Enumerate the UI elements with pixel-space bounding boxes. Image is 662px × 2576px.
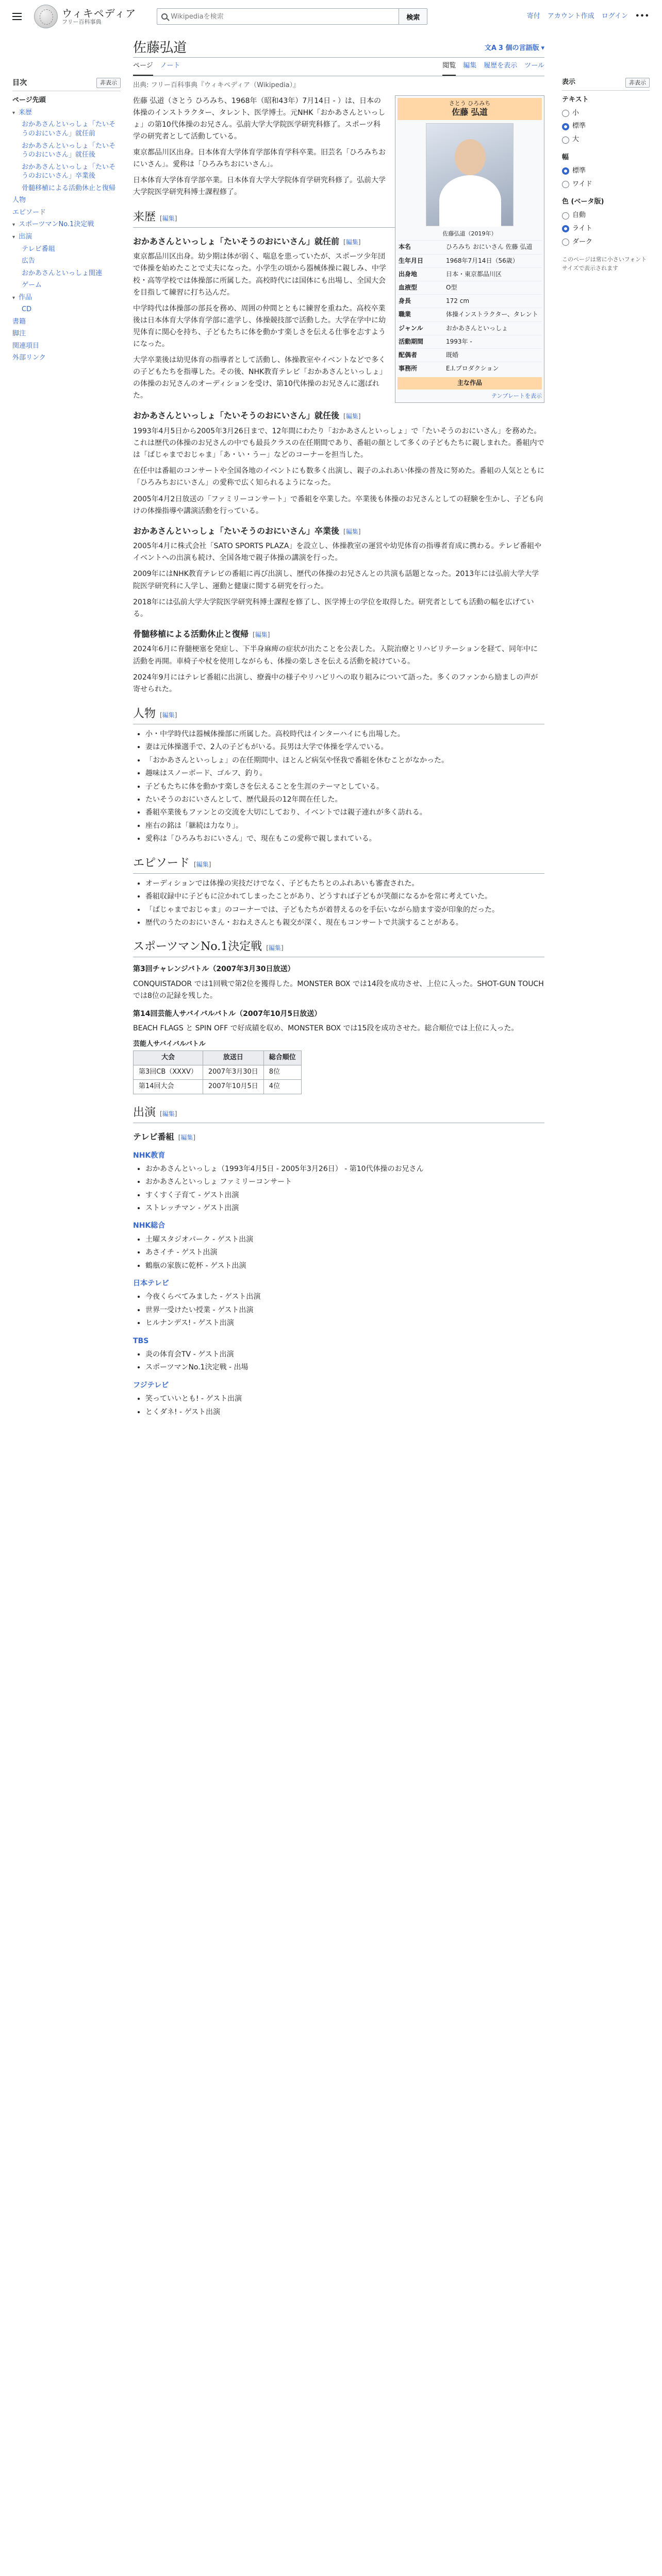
table-row bbox=[134, 1065, 302, 1080]
color-light[interactable]: ライト bbox=[562, 224, 650, 234]
subsection-illness: 骨髄移植による活動休止と復帰 [編集] bbox=[133, 629, 270, 639]
list-item: • 番組収録中に子どもに泣かれてしまったことがあり、どうすれば子どもが笑顔になるかを常に考えていた。 bbox=[145, 891, 544, 902]
list-item: • 座右の銘は「継続は力なり」。 bbox=[145, 820, 544, 832]
edit-link[interactable]: 編集 bbox=[196, 860, 209, 868]
tv-list bbox=[145, 1163, 544, 1214]
table-cell: 8位 bbox=[263, 1065, 301, 1080]
width-group bbox=[562, 152, 650, 190]
edit-link[interactable]: 編集 bbox=[162, 1110, 175, 1117]
toc-item[interactable]: ▾ スポーツマンNo.1決定戦 bbox=[12, 221, 94, 229]
toc-item[interactable]: エピソード bbox=[12, 208, 46, 216]
list-item: • 歴代のうたのおにいさん・おねえさんとも親交が深く、現在もコンサートで共演することがある。 bbox=[145, 917, 544, 928]
paragraph: 東京都品川区出身。幼少期は体が弱く、喘息を患っていたが、スポーツ少年団で体操を始めたことで丈夫になった。小学生の頃から器械体操に親しみ、中学校・高等学校では体操部に所属した。高校時代には国体にも出場し、全国大会を目指して練習に打ち込んだ。 bbox=[133, 252, 386, 297]
infobox-row: 本名 ひろみち おにいさん 佐藤 弘道 bbox=[398, 240, 542, 253]
toc-header bbox=[12, 77, 121, 91]
edit-link[interactable]: 編集 bbox=[345, 528, 358, 535]
table-cell: 第14回大会 bbox=[134, 1079, 203, 1094]
intro-paragraph: 佐藤 弘道（さとう ひろみち、1968年（昭和43年）7月14日 - ）は、日本の体操のインストラクター、タレント、医学博士。元NHK「おかあさんといっしょ」の第10代体操のお兄さん。弘前大学大学院医学研究科修了。スポーツ科学の研究者として活動している。 bbox=[133, 96, 386, 141]
toc-item[interactable]: 書籍 bbox=[12, 317, 26, 326]
text-size-large[interactable]: 大 bbox=[562, 134, 650, 145]
infobox-section-works: 主な作品 bbox=[398, 377, 542, 389]
list-item: • おかあさんといっしょ ファミリーコンサート bbox=[145, 1176, 544, 1188]
wikipedia-globe-logo[interactable] bbox=[34, 5, 58, 28]
subsection-during: おかあさんといっしょ「たいそうのおにいさん」就任後 [編集] bbox=[133, 411, 361, 421]
table-of-contents bbox=[12, 77, 121, 364]
appearance-note: このページは常に小さいフォントサイズで表示されます bbox=[562, 256, 647, 272]
paragraph: BEACH FLAGS と SPIN OFF で好成績を収め、MONSTER BOX では15段を成功させた。総合順位では上位に入った。 bbox=[133, 1024, 519, 1033]
color-dark[interactable]: ダーク bbox=[562, 237, 650, 248]
list-item: • 世界一受けたい授業 - ゲスト出演 bbox=[145, 1304, 544, 1316]
title-row bbox=[133, 33, 544, 58]
logo-tagline: フリー百科事典 bbox=[62, 18, 102, 25]
table-header-cell: 大会 bbox=[134, 1051, 203, 1065]
toc-item[interactable]: おかあさんといっしょ「たいそうのおにいさん」就任後 bbox=[22, 142, 116, 159]
tv-list bbox=[145, 1393, 544, 1418]
source-line: 出典: フリー百科事典『ウィキペディア（Wikipedia）』 bbox=[133, 81, 300, 89]
subsection-sports-1: 第3回チャレンジバトル（2007年3月30日放送） bbox=[133, 965, 295, 974]
list-item: • 趣味はスノーボード、ゴルフ、釣り。 bbox=[145, 768, 544, 779]
tv-list bbox=[145, 1349, 544, 1374]
channel-ntv: 日本テレビ bbox=[133, 1279, 169, 1288]
section-sports: スポーツマンNo.1決定戦 [編集] bbox=[133, 938, 544, 957]
search-input[interactable] bbox=[171, 13, 394, 21]
chevron-down-icon: ▾ bbox=[541, 44, 544, 53]
toc-item[interactable]: ▾ 出演 bbox=[12, 232, 32, 241]
appearance-panel bbox=[562, 77, 650, 273]
toc-item[interactable]: 脚注 bbox=[12, 330, 26, 338]
list-item: • ストレッチマン - ゲスト出演 bbox=[145, 1202, 544, 1214]
list-item: • ヒルナンデス! - ゲスト出演 bbox=[145, 1317, 544, 1329]
section-career: 来歴 [編集] bbox=[133, 208, 544, 228]
list-item: • とくダネ! - ゲスト出演 bbox=[145, 1406, 544, 1418]
language-count: 3 個の言語版 bbox=[498, 44, 539, 53]
paragraph: 中学時代は体操部の部長を務め、周囲の仲間とともに練習を重ねた。高校卒業後は日本体育大学体育学部に進学し、体操競技部で活動した。大学在学中に幼児体育に関心を持ち、子どもたちに体を動かす楽しさを伝える仕事を志すようになった。 bbox=[133, 304, 386, 348]
portrait-photo[interactable] bbox=[426, 123, 514, 226]
appearance-header bbox=[562, 77, 650, 91]
list-item: • 「ぱじゃまでおじゃま」のコーナーでは、子どもたちが着替えるのを手伝いながら励ます姿が印象的だった。 bbox=[145, 904, 544, 916]
intro-paragraph-3: 日本体育大学体育学部卒業。日本体育大学大学院体育学研究科修了。弘前大学大学院医学研究科博士課程修了。 bbox=[133, 176, 386, 197]
wikipedia-wordmark[interactable] bbox=[62, 8, 136, 25]
width-standard[interactable]: 標準 bbox=[562, 166, 650, 177]
list-item: • 小・中学時代は器械体操部に所属した。高校時代はインターハイにも出場した。 bbox=[145, 728, 544, 740]
table-cell: 2007年10月5日 bbox=[203, 1079, 263, 1094]
search-button[interactable]: 検索 bbox=[399, 8, 427, 25]
section-person: 人物 [編集] bbox=[133, 705, 544, 724]
person-list bbox=[145, 728, 544, 845]
color-label: 色 (ベータ版) bbox=[562, 198, 604, 206]
infobox-row: 生年月日 1968年7月14日（56歳） bbox=[398, 254, 542, 267]
toc-item[interactable]: ゲーム bbox=[22, 281, 42, 290]
color-group bbox=[562, 197, 650, 247]
channel-fuji: フジテレビ bbox=[133, 1381, 169, 1389]
list-item: • おかあさんといっしょ（1993年4月5日 - 2005年3月26日） - 第10代体操のお兄さん bbox=[145, 1163, 544, 1175]
table-cell: 4位 bbox=[263, 1079, 301, 1094]
toc-title: 目次 bbox=[12, 79, 27, 87]
search-field[interactable] bbox=[157, 8, 399, 25]
tab-talk[interactable]: ノート bbox=[160, 62, 180, 70]
tab-page[interactable]: ページ bbox=[133, 58, 153, 76]
paragraph: 2005年4月に株式会社「SATO SPORTS PLAZA」を設立し、体操教室の運営や幼児体育の指導者育成に携わる。テレビ番組やイベントへの出演も続け、全国各地で親子体操の講演を行った。 bbox=[133, 542, 542, 563]
search-form bbox=[157, 8, 427, 25]
paragraph: 在任中は番組のコンサートや全国各地のイベントにも数多く出演し、親子のふれあい体操の普及に努めた。番組の人気とともに「ひろみちおにいさん」の愛称で広く知られるようになった。 bbox=[133, 467, 544, 487]
language-button[interactable] bbox=[485, 43, 544, 54]
chevron-down-icon[interactable]: ▾ bbox=[12, 234, 15, 240]
radio-selected-icon bbox=[562, 167, 569, 175]
infobox-header bbox=[398, 98, 542, 120]
list-item: • スポーツマンNo.1決定戦 - 出場 bbox=[145, 1362, 544, 1373]
toc-hide-button[interactable]: 非表示 bbox=[96, 78, 121, 88]
logo-title: ウィキペディア bbox=[62, 7, 137, 20]
table-header-cell: 総合順位 bbox=[263, 1051, 301, 1065]
list-item: • 「おかあさんといっしょ」の在任期間中、ほとんど病気や怪我で番組を休むことがなかった。 bbox=[145, 755, 544, 766]
list-item: • オーディションでは体操の実技だけでなく、子どもたちとのふれあいも審査された。 bbox=[145, 878, 544, 889]
toc-item[interactable]: ▾ 作品 bbox=[12, 293, 32, 301]
subsection-sports-2: 第14回芸能人サバイバルバトル（2007年10月5日放送） bbox=[133, 1010, 322, 1019]
list-item: • 土曜スタジオパーク - ゲスト出演 bbox=[145, 1234, 544, 1245]
user-links bbox=[527, 11, 650, 22]
edit-link[interactable]: 編集 bbox=[162, 711, 175, 719]
episode-list bbox=[145, 878, 544, 929]
toc-item[interactable]: ページ先頭 bbox=[12, 96, 46, 105]
search-icon bbox=[161, 13, 168, 20]
tab-edit[interactable]: 編集 bbox=[463, 62, 477, 70]
list-item: • 鶴瓶の家族に乾杯 - ゲスト出演 bbox=[145, 1260, 544, 1272]
list-item: • 炎の体育会TV - ゲスト出演 bbox=[145, 1349, 544, 1360]
toc-item[interactable]: ▾ 来歴 bbox=[12, 108, 32, 116]
list-item: • 今夜くらべてみました - ゲスト出演 bbox=[145, 1291, 544, 1302]
section-appearance: 出演 [編集] bbox=[133, 1104, 544, 1123]
table-row bbox=[134, 1079, 302, 1094]
table-cell: 第3回CB（XXXV） bbox=[134, 1065, 203, 1080]
infobox bbox=[395, 95, 544, 403]
subsection-before: おかあさんといっしょ「たいそうのおにいさん」就任前 [編集] bbox=[133, 236, 361, 246]
paragraph: 2009年にはNHK教育テレビの番組に再び出演し、歴代の体操のお兄さんとの共演も話題となった。2013年には弘前大学大学院医学研究科に入学し、運動と健康に関する研究を行った。 bbox=[133, 570, 539, 590]
page-title: 佐藤弘道 bbox=[133, 40, 187, 56]
toc-item[interactable]: 外部リンク bbox=[12, 354, 46, 362]
list-item: • すくすく子育て - ゲスト出演 bbox=[145, 1190, 544, 1201]
radio-selected-icon bbox=[562, 123, 569, 130]
toc-list bbox=[12, 94, 121, 364]
toc-item[interactable]: 関連項目 bbox=[12, 342, 40, 350]
article-body bbox=[133, 95, 544, 1418]
paragraph: 2024年9月にはテレビ番組に出演し、療養中の様子やリハビリへの取り組みについて語った。多くのファンから励ましの声が寄せられた。 bbox=[133, 673, 538, 693]
more-options-icon[interactable]: ••• bbox=[635, 12, 650, 20]
subsection-tv: テレビ番組 [編集] bbox=[133, 1131, 196, 1142]
list-item: • たいそうのおにいさんとして、歴代最長の12年間在任した。 bbox=[145, 794, 544, 805]
color-auto[interactable]: 自動 bbox=[562, 210, 650, 221]
text-size-label: テキスト bbox=[562, 95, 589, 104]
radio-icon bbox=[562, 212, 569, 219]
infobox-row: 血液型 O型 bbox=[398, 281, 542, 294]
infobox-row: 身長 172 cm bbox=[398, 294, 542, 308]
appearance-hide-button[interactable]: 非表示 bbox=[625, 78, 650, 88]
chevron-down-icon[interactable]: ▾ bbox=[12, 295, 15, 301]
edit-link[interactable]: 編集 bbox=[162, 214, 175, 222]
results-table bbox=[133, 1039, 302, 1094]
paragraph: 2018年には弘前大学大学院医学研究科博士課程を修了し、医学博士の学位を取得した。研究者としても活動の幅を広げている。 bbox=[133, 598, 534, 618]
table-cell: 2007年3月30日 bbox=[203, 1065, 263, 1080]
infobox-name: 佐藤 弘道 bbox=[452, 107, 488, 117]
radio-icon bbox=[562, 110, 569, 117]
radio-selected-icon bbox=[562, 225, 569, 232]
toc-item[interactable]: 人物 bbox=[12, 196, 26, 205]
radio-icon bbox=[562, 239, 569, 246]
channel-nhk-g: NHK総合 bbox=[133, 1222, 166, 1230]
text-size-standard[interactable]: 標準 bbox=[562, 121, 650, 132]
toc-item[interactable]: 骨髄移植による活動休止と復帰 bbox=[22, 184, 116, 192]
tab-read[interactable]: 閲覧 bbox=[442, 58, 456, 76]
page-tabs bbox=[133, 58, 544, 76]
appearance-title: 表示 bbox=[562, 78, 576, 86]
edit-link[interactable]: 編集 bbox=[180, 1133, 193, 1141]
text-size-group bbox=[562, 95, 650, 145]
paragraph: 1993年4月5日から2005年3月26日まで、12年間にわたり「おかあさんといっしょ」で「たいそうのおにいさん」を務めた。これは歴代の体操のお兄さんの中でも最長クラスの在任期間であり、番組の顔として多くの子どもたちに親しまれた。番組内では「ぱじゃまでおじゃま」「あ・い・うー」などのコーナーを担当した。 bbox=[133, 427, 544, 460]
infobox-row: 配偶者 既婚 bbox=[398, 348, 542, 362]
template-link[interactable]: テンプレートを表示 bbox=[491, 392, 542, 399]
list-item: • 妻は元体操選手で、2人の子どもがいる。長男は大学で体操を学んでいる。 bbox=[145, 741, 544, 753]
chevron-down-icon[interactable]: ▾ bbox=[12, 110, 15, 116]
table-header-cell: 放送日 bbox=[203, 1051, 263, 1065]
photo-caption: 佐藤弘道（2019年） bbox=[442, 230, 497, 237]
intro-paragraph-2: 東京都品川区出身。日本体育大学体育学部体育学科卒業。旧芸名「ひろみちおにいさん」。愛称は「ひろみちおにいさん」。 bbox=[133, 148, 386, 169]
site-header bbox=[0, 0, 662, 33]
edit-link[interactable]: 編集 bbox=[345, 238, 358, 246]
infobox-rows bbox=[398, 240, 542, 375]
toc-item[interactable]: CD bbox=[22, 306, 32, 314]
text-size-small[interactable]: 小 bbox=[562, 108, 650, 119]
edit-link[interactable]: 編集 bbox=[268, 944, 281, 952]
infobox-row: ジャンル おかあさんといっしょ bbox=[398, 321, 542, 335]
paragraph: 2005年4月2日放送の「ファミリーコンサート」で番組を卒業した。卒業後も体操のお兄さんとしての経験を生かし、子ども向けの体操指導や講演活動を行っている。 bbox=[133, 495, 543, 515]
chevron-down-icon[interactable]: ▾ bbox=[12, 222, 15, 228]
tv-list bbox=[145, 1234, 544, 1272]
main-content bbox=[133, 33, 544, 1422]
translate-icon: 文A bbox=[484, 44, 496, 53]
main-menu-icon[interactable] bbox=[12, 9, 27, 24]
tab-tools[interactable]: ツール bbox=[524, 62, 544, 70]
toc-item[interactable]: おかあさんといっしょ「たいそうのおにいさん」就任前 bbox=[22, 121, 116, 138]
section-episode: エピソード [編集] bbox=[133, 854, 544, 874]
infobox-row: 出身地 日本・東京都品川区 bbox=[398, 267, 542, 281]
paragraph: 大学卒業後は幼児体育の指導者として活動し、体操教室やイベントなどで多くの子どもたちを指導した。その後、NHK教育テレビ「おかあさんといっしょ」の体操のお兄さんのオーディションを受け、第10代体操のお兄さんに選ばれた。 bbox=[133, 356, 387, 400]
list-item: • 番組卒業後もファンとの交流を大切にしており、イベントでは親子連れが多く訪れる。 bbox=[145, 807, 544, 818]
edit-link[interactable]: 編集 bbox=[345, 413, 358, 420]
paragraph: CONQUISTADOR では1回戦で第2位を獲得した。MONSTER BOX では14段を成功させ、上位に入った。SHOT-GUN TOUCH では8位の記録を残した。 bbox=[133, 979, 544, 1000]
list-item: • 愛称は「ひろみちおにいさん」で、現在もこの愛称で親しまれている。 bbox=[145, 833, 544, 844]
list-item: • 子どもたちに体を動かす楽しさを伝えることを生涯のテーマとしている。 bbox=[145, 781, 544, 792]
table-caption: 芸能人サバイバルバトル bbox=[133, 1040, 206, 1048]
infobox-row: 職業 体操インストラクター、タレント bbox=[398, 308, 542, 321]
list-item: • 笑っていいとも! - ゲスト出演 bbox=[145, 1393, 544, 1404]
subsection-after: おかあさんといっしょ「たいそうのおにいさん」卒業後 [編集] bbox=[133, 526, 361, 536]
create-account-link[interactable]: アカウント作成 bbox=[547, 12, 594, 20]
infobox-row: 活動期間 1993年 - bbox=[398, 335, 542, 348]
width-label: 幅 bbox=[562, 153, 569, 161]
width-wide[interactable]: ワイド bbox=[562, 179, 650, 190]
radio-icon bbox=[562, 181, 569, 188]
donate-link[interactable]: 寄付 bbox=[526, 12, 540, 20]
channel-nhk-e: NHK教育 bbox=[133, 1151, 166, 1160]
login-link[interactable]: ログイン bbox=[601, 12, 628, 20]
toc-item[interactable]: おかあさんといっしょ関連 bbox=[22, 269, 103, 277]
infobox-ruby: さとう ひろみち bbox=[449, 99, 491, 107]
tv-list bbox=[145, 1291, 544, 1329]
paragraph: 2024年6月に脊髄梗塞を発症し、下半身麻痺の症状が出たことを公表した。入院治療とリハビリテーションを経て、同年中に活動を再開。車椅子や杖を使用しながらも、体操の楽しさを伝える活動を続けている。 bbox=[133, 645, 538, 666]
channel-tbs: TBS bbox=[133, 1336, 149, 1345]
list-item: • あさイチ - ゲスト出演 bbox=[145, 1247, 544, 1258]
toc-item[interactable]: テレビ番組 bbox=[22, 245, 55, 253]
toc-item[interactable]: おかあさんといっしょ「たいそうのおにいさん」卒業後 bbox=[22, 163, 116, 180]
tab-history[interactable]: 履歴を表示 bbox=[484, 62, 518, 70]
infobox-row: 事務所 E.I.プロダクション bbox=[398, 362, 542, 375]
radio-icon bbox=[562, 137, 569, 144]
toc-item[interactable]: 広告 bbox=[22, 257, 36, 265]
edit-link[interactable]: 編集 bbox=[255, 631, 268, 638]
